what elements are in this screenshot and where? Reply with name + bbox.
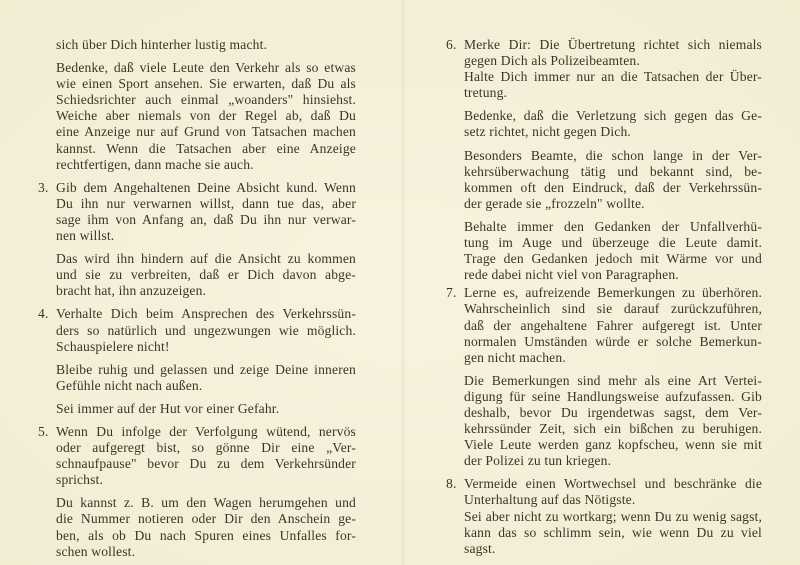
text-line: Sei aber nicht zu wortkarg; wenn Du zu wenig sagst, bbox=[464, 508, 762, 524]
text-line: kehrsüberwachung tätig und bekannt sind, be- bbox=[464, 163, 762, 179]
text-line: ders so natürlich und ungezwungen wie möglich. bbox=[56, 322, 356, 338]
numbered-item bbox=[446, 285, 762, 469]
text-line: sagst. bbox=[464, 540, 496, 556]
paragraph bbox=[56, 60, 356, 173]
text-line: Halte Dich immer nur an die Tatsachen der Über- bbox=[464, 69, 762, 85]
page-gutter bbox=[400, 0, 406, 565]
item-number: 6. bbox=[446, 37, 457, 52]
text-line: sage ihm von Anfang an, daß Du ihn nur verwar- bbox=[56, 211, 356, 227]
paragraph bbox=[464, 69, 762, 101]
text-line: und sie zu verbreiten, daß er Dich davon abge- bbox=[56, 267, 356, 283]
text-line: Bedenke, daß viele Leute den Verkehr als so etwas bbox=[56, 60, 356, 76]
text-line: digung für seine Handlungsweise aufzufassen. Gib bbox=[464, 388, 762, 404]
text-line: schen wollest. bbox=[56, 543, 136, 559]
paragraph bbox=[56, 37, 356, 53]
paragraph bbox=[56, 251, 356, 299]
left-page-text bbox=[38, 37, 356, 560]
text-line: Lerne es, aufreizende Bemerkungen zu überhören. bbox=[464, 285, 762, 301]
numbered-item bbox=[38, 37, 356, 173]
text-line: oder aufgeregt bist, so gönne Dir eine „Ver- bbox=[56, 440, 356, 456]
text-line: Viele Leute werden ganz kopfscheu, wenn sie mit bbox=[464, 437, 762, 453]
numbered-item bbox=[38, 424, 356, 560]
paragraph bbox=[464, 509, 762, 557]
numbered-item bbox=[38, 306, 356, 417]
item-number: 7. bbox=[446, 285, 457, 301]
text-line: Du ihn nur verwarnen willst, dann tue das, aber bbox=[56, 195, 356, 211]
paragraph bbox=[464, 219, 762, 283]
text-line: deshalb, bevor Du irgendetwas sagst, dem Ver- bbox=[464, 404, 762, 420]
text-line: Behalte immer den Gedanken der Unfallverhü- bbox=[464, 218, 762, 234]
text-line: Verhalte Dich beim Ansprechen des Verkehrssün- bbox=[56, 306, 356, 322]
paragraph bbox=[56, 401, 356, 417]
paragraph bbox=[56, 180, 356, 244]
text-line: sich über Dich hinterher lustig macht. bbox=[56, 37, 268, 52]
text-line: daß der angehaltene Fahrer aufgeregt ist. Unter bbox=[464, 317, 762, 333]
text-line: Schiedsrichter auch einmal „woanders" hinsiehst. bbox=[56, 92, 356, 108]
paragraph bbox=[464, 285, 762, 365]
item-number: 8. bbox=[446, 476, 457, 492]
text-line: Du kannst z. B. um den Wagen herumgehen und bbox=[56, 495, 356, 511]
paragraph bbox=[56, 306, 356, 354]
text-line: tung im Auge und überzeuge die Leute damit. bbox=[464, 235, 762, 251]
text-line: der Polizei zu tun kriegen. bbox=[464, 453, 612, 469]
text-line: Besonders Beamte, die schon lange in der Ver- bbox=[464, 147, 762, 163]
text-line: Gib dem Angehaltenen Deine Absicht kund. Wenn bbox=[56, 179, 356, 195]
text-line: der gerade sie „frozzeln" wollte. bbox=[464, 195, 645, 211]
text-line: bracht hat, ihn anzuzeigen. bbox=[56, 283, 207, 299]
text-line: Wahrscheinlich sind sie darauf zurückzuführen, bbox=[464, 301, 762, 317]
text-line: nen willst. bbox=[56, 228, 115, 244]
text-line: kannst. Wenn die Tatsachen aber eine Anzeige bbox=[56, 140, 356, 156]
text-line: kehrssünder Zeit, sich ein bißchen zu beruhigen. bbox=[464, 421, 762, 437]
paragraph bbox=[464, 108, 762, 140]
text-line: Unterhaltung auf das Nötigste. bbox=[464, 492, 636, 508]
text-line: sprichst. bbox=[56, 472, 104, 488]
right-page-text bbox=[446, 37, 762, 557]
numbered-item bbox=[38, 180, 356, 300]
text-line: Wenn Du infolge der Verfolgung wütend, nervös bbox=[56, 423, 356, 439]
text-line: gen nicht machen. bbox=[464, 349, 566, 365]
paragraph bbox=[464, 373, 762, 470]
item-number: 5. bbox=[38, 423, 49, 439]
text-line: rede dabei nicht viel von Paragraphen. bbox=[464, 267, 679, 283]
text-line: Die Bemerkungen sind mehr als eine Art Vertei- bbox=[464, 372, 762, 388]
paragraph bbox=[56, 362, 356, 394]
item-number: 4. bbox=[38, 306, 49, 322]
numbered-item bbox=[446, 476, 762, 556]
text-line: kommen oft den Eindruck, daß der Verkehrssün- bbox=[464, 179, 762, 195]
text-line: Das wird ihn hindern auf die Ansicht zu kommen bbox=[56, 251, 356, 267]
text-line: die Nummer notieren oder Dir den Anschein ge- bbox=[56, 511, 356, 527]
text-line: Bedenke, daß die Verletzung sich gegen das Ge- bbox=[464, 108, 762, 124]
paragraph bbox=[56, 424, 356, 488]
numbered-item bbox=[446, 37, 762, 283]
text-line: Weiche aber niemals von der Regel ab, daß Du bbox=[56, 108, 356, 124]
text-line: Schauspielere nicht! bbox=[56, 338, 170, 354]
text-line: wie einen Sport ansehen. Sie erwarten, daß Du als bbox=[56, 76, 356, 92]
paragraph bbox=[464, 476, 762, 508]
text-line: Vermeide einen Wortwechsel und beschränke die bbox=[464, 476, 762, 492]
paragraph bbox=[56, 495, 356, 559]
text-line: normalen Umständen würde er solche Bemerkun- bbox=[464, 333, 762, 349]
text-line: tretung. bbox=[464, 85, 508, 101]
text-line: Sei immer auf der Hut vor einer Gefahr. bbox=[56, 400, 280, 416]
text-line: eine Anzeige nur auf Grund von Tatsachen machen bbox=[56, 124, 356, 140]
paragraph bbox=[464, 148, 762, 212]
paragraph bbox=[464, 37, 762, 69]
text-line: gegen Dich als Polizeibeamten. bbox=[464, 53, 640, 69]
text-line: Merke Dir: Die Übertretung richtet sich niemals bbox=[464, 37, 762, 52]
text-line: rechtfertigen, dann mache sie auch. bbox=[56, 156, 254, 172]
text-line: ben, als ob Du nach Spuren eines Unfalles for- bbox=[56, 527, 356, 543]
text-line: kann das so schlimm sein, wie wenn Du zu viel bbox=[464, 524, 762, 540]
text-line: Trage den Gedanken jedoch mit Wärme vor und bbox=[464, 251, 762, 267]
text-line: Bleibe ruhig und gelassen und zeige Deine inneren bbox=[56, 361, 356, 377]
text-line: schnaufpause" bevor Du zu dem Verkehrsünder bbox=[56, 456, 356, 472]
text-line: Gefühle nicht nach außen. bbox=[56, 377, 203, 393]
item-number: 3. bbox=[38, 179, 49, 195]
text-line: setz richtet, nicht gegen Dich. bbox=[464, 124, 631, 140]
